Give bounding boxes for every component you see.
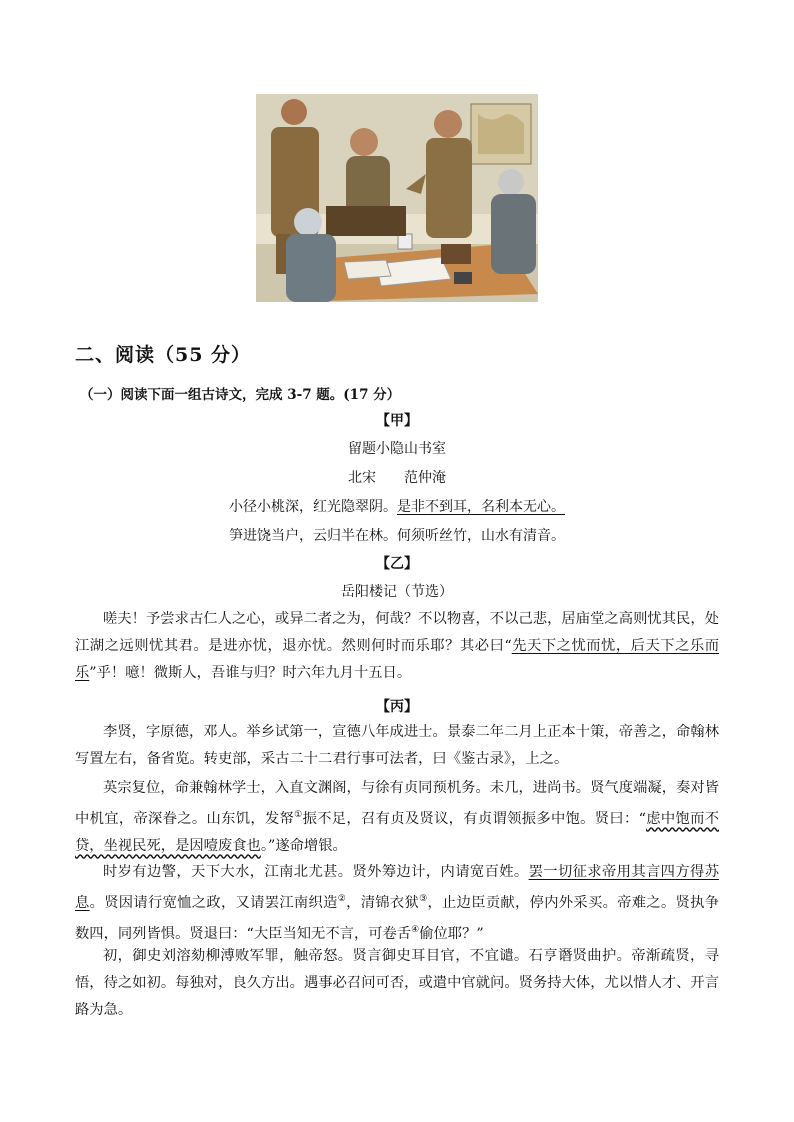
yi-title: 岳阳楼记（节选） [341, 584, 453, 600]
footnote-3: ③ [419, 894, 428, 904]
yi-text-a: 嗟夫！予尝求古仁人之心，或异二者之为，何哉？不以物喜，不以己悲，居庙堂之高则忧其民，处江湖之远则忧其君。是进亦忧，退亦忧。然则何时而乐耶？其必曰“ [75, 611, 719, 654]
yi-label: 【乙】 [376, 556, 418, 572]
bing-p3-underlined: 罢一切征求帝用其言四方得苏息 [75, 864, 719, 911]
bing-p2-wavy: 虑中饱而不贷，坐视民死，是因噎废食也 [75, 810, 719, 854]
bing-p2-b: 振不足，召有贞及贤议，有贞谓领振多中饱。贤曰：“ [302, 810, 646, 827]
bing-paragraph-2 [75, 775, 719, 860]
part-title: （一）阅读下面一组古诗文，完成 3-7 题。(17 分） [80, 387, 401, 403]
bing-p3-e: 偷位耶？” [419, 925, 484, 942]
section-title: 二、阅读（55 分） [75, 344, 252, 366]
bing-paragraph-1: 李贤，字原德，邓人。举乡试第一，宣德八年成进士。景泰二年二月上正本十策，帝善之，命翰林写置左右，备省览。转吏部，采古二十二君行事可法者，曰《鉴古录》，上之。 [75, 724, 719, 767]
yi-text-b: ”乎！噫！微斯人，吾谁与归？时六年九月十五日。 [89, 665, 412, 681]
bing-p2-a: 英宗复位，命兼翰林学士，入直文渊阁，与徐有贞同预机务。未几，进尚书。贤气度端凝，奏对皆中机宜，帝深眷之。山东饥，发帑 [75, 780, 719, 827]
bing-p3-a: 时岁有边警，天下大水，江南北尤甚。贤外筹边计，内请宽百姓。 [103, 864, 529, 880]
bing-p3-c: ，清锦衣狱 [346, 894, 420, 911]
poem-title: 留题小隐山书室 [348, 441, 446, 457]
poem-line-1 [75, 496, 719, 516]
bing-label: 【丙】 [376, 699, 418, 715]
yi-text-underlined: 先天下之忧而忧，后天下之乐而乐 [75, 638, 719, 681]
footnote-1: ① [294, 810, 303, 820]
meeting-illustration [256, 94, 538, 302]
bing-p2-c: 。”遂命增银。 [260, 837, 347, 854]
bing-p3-b: 。贤因请行宽恤之政，又请罢江南织造 [89, 894, 338, 911]
yi-paragraph [75, 606, 719, 687]
jia-label: 【甲】 [376, 413, 418, 429]
bing-paragraph-3 [75, 859, 719, 948]
illustration-svg [256, 94, 538, 302]
poem-line-1-underlined: 是非不到耳，名利本无心。 [397, 499, 565, 515]
footnote-4: ④ [411, 924, 420, 935]
bing-p3-d: ，止边臣贡献，停内外采买。帝难之。贤执争数四，同列皆惧。贤退曰：“大臣当知无不言，可卷舌 [75, 894, 720, 942]
poem-line-1-plain: 小径小桃深，红光隐翠阴。 [229, 499, 397, 515]
poem-author: 北宋 范仲淹 [348, 470, 446, 486]
poem-line-2: 笋进饶当户，云归半在林。何须听丝竹，山水有清音。 [229, 528, 565, 544]
bing-paragraph-4: 初，御史刘溶劾柳溥败军罪，触帝怒。贤言御史耳目官，不宜谴。石亨谮贤曲护。帝渐疏贤，寻悟，待之如初。每独对，良久方出。遇事必召问可否，或遣中官就问。贤务持大体，尤以惜人才、开言路为急。 [75, 948, 719, 1018]
footnote-2: ② [337, 894, 347, 904]
